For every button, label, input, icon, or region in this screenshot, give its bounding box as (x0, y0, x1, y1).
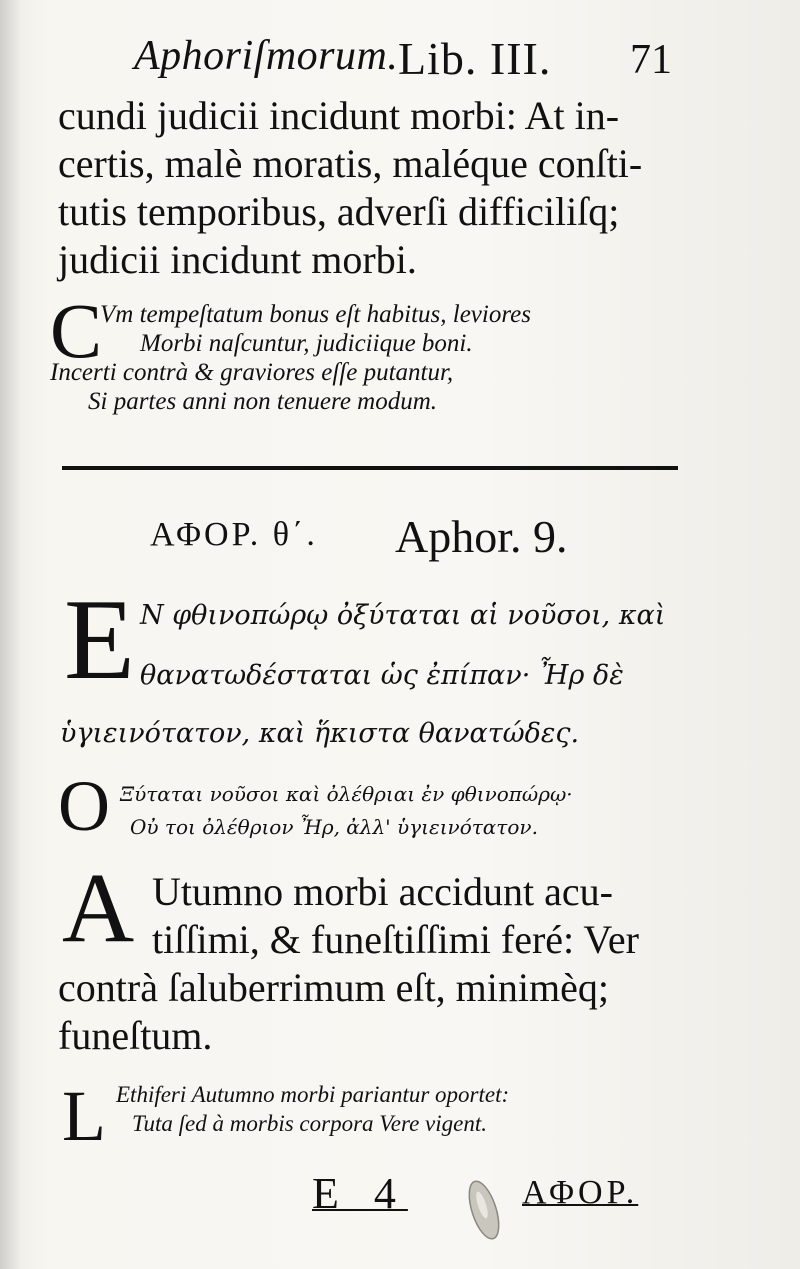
gutter-shadow (0, 0, 22, 1269)
running-title: Aphoriſmorum. (134, 33, 399, 79)
page-footer (0, 1168, 800, 1238)
greek-line: ὑγιεινότατον, καὶ ἥκιστα θανατώδες. (60, 718, 580, 749)
text-line: contrà ſaluberrimum eſt, minimèq; (58, 965, 609, 1010)
text-line: funeſtum. (58, 1013, 213, 1058)
aphorism-heading-latin: Aphor. 9. (395, 511, 568, 562)
verse-line: Tuta ſed à morbis corpora Vere vigent. (132, 1111, 487, 1136)
text-line: certis, malè moratis, maléque conſti- (58, 141, 643, 186)
text-line: tiſſimi, & funeſtiſſimi feré: Ver (152, 917, 639, 962)
aphorism-heading-greek: ΑΦΟΡ. θ΄. (150, 516, 318, 553)
dropcap-l: L (62, 1076, 106, 1156)
text-line: judicii incidunt morbi. (58, 237, 417, 282)
greek-line: θανατωδέσταται ὡς ἐπίπαν· Ἦρ δὲ (140, 660, 624, 691)
text-line: Utumno morbi accidunt acu- (152, 869, 613, 914)
dropcap-c: C (50, 287, 103, 374)
latin-verse-1 (48, 300, 708, 416)
book-reference: Lib. III. (398, 33, 552, 84)
page-number: 71 (630, 37, 672, 83)
text-line: tutis temporibus, adverſi difficiliſq; (58, 189, 620, 234)
dropcap-a: A (62, 852, 135, 963)
verse-line: Vm tempeſtatum bonus eſt habitus, leviores (100, 301, 531, 328)
paper-stain (462, 1175, 506, 1245)
latin-paragraph-1 (58, 92, 718, 284)
dropcap-e: E (64, 576, 135, 704)
latin-paragraph-2 (58, 868, 718, 1060)
greek-line: Ν φθινοπώρῳ ὀξύταται αἱ νοῦσοι, καὶ (140, 600, 666, 631)
aphorism-heading (0, 510, 800, 570)
horizontal-rule (62, 466, 678, 470)
catchword: ΑΦΟΡ. (522, 1174, 639, 1211)
text-line: cundi judicii incidunt morbi: At in- (58, 93, 620, 138)
verse-line: Ethiferi Autumno morbi pariantur oportet: (116, 1082, 510, 1107)
dropcap-o: O (58, 766, 110, 846)
verse-line: Morbi naſcuntur, judiciique boni. (140, 330, 473, 357)
greek-verse-line: Ξύταται νοῦσοι καὶ ὀλέθριαι ἐν φθινοπώρῳ· (120, 782, 573, 806)
page-header (0, 32, 800, 82)
greek-verse-line: Οὐ τοι ὀλέθριον Ἦρ, ἀλλ' ὑγιεινότατον. (130, 815, 538, 839)
latin-verse-2 (116, 1080, 776, 1138)
signature-mark: E 4 (312, 1169, 408, 1218)
verse-line: Si partes anni non tenuere modum. (88, 388, 438, 415)
verse-line: Incerti contrà & graviores eſſe putantur, (50, 359, 454, 386)
